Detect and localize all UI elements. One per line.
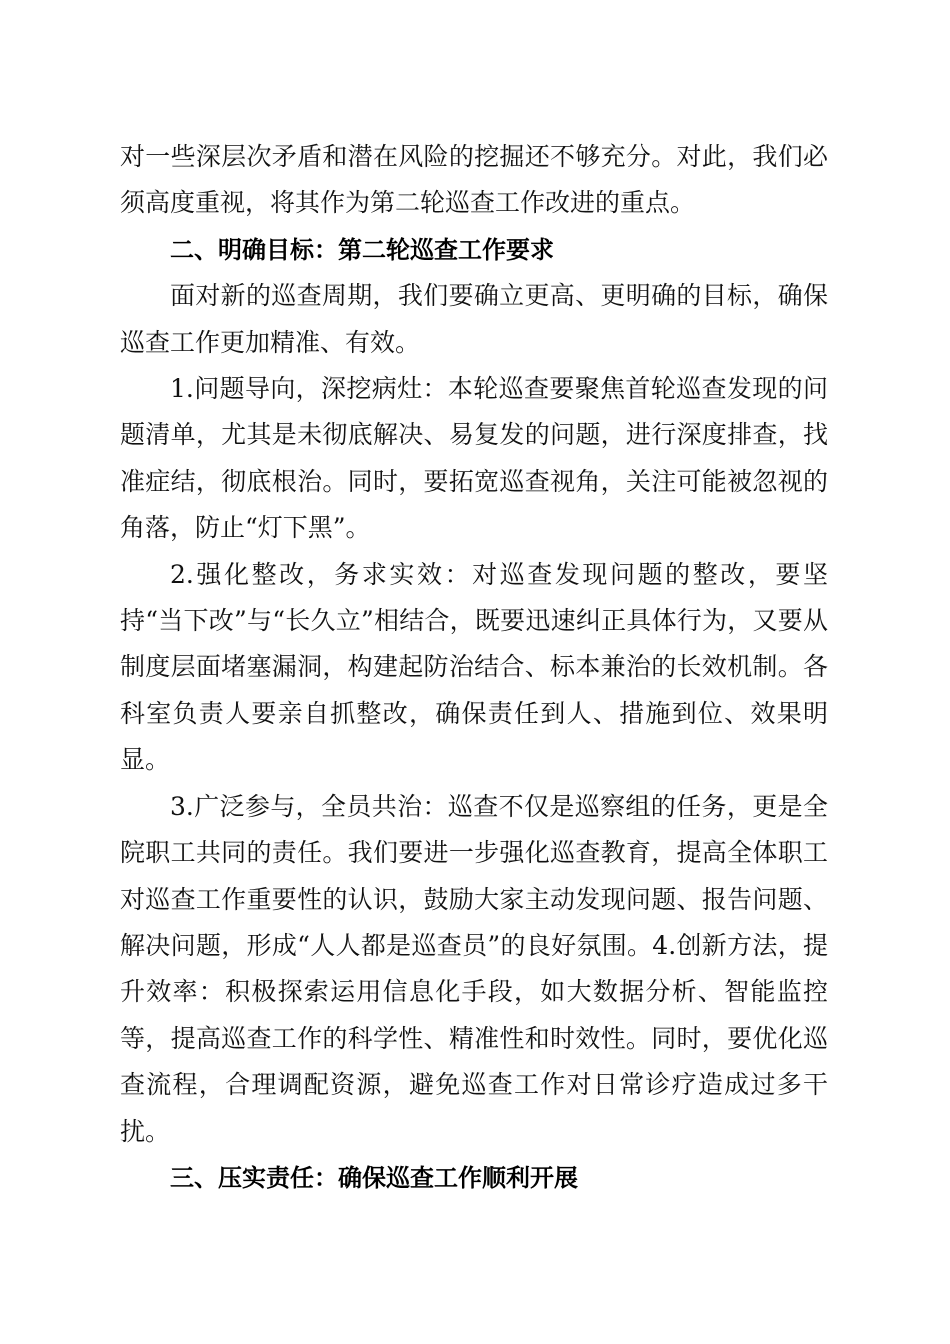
paragraph-continuation: 对一些深层次矛盾和潜在风险的挖掘还不够充分。对此，我们必须高度重视，将其作为第二轮巡查工作改进的重点。 (120, 142, 828, 218)
paragraph-item-2: 2.强化整改，务求实效：对巡查发现问题的整改，要坚持“当下改”与“长久立”相结合，既要迅速纠正具体行为，又要从制度层面堵塞漏洞，构建起防治结合、标本兼治的长效机制。各科室负责人要亲自抓整改，确保责任到人、措施到位、效果明显。 (120, 559, 828, 775)
document-body (120, 134, 828, 1201)
paragraph-intro: 面对新的巡查周期，我们要确立更高、更明确的目标，确保巡查工作更加精准、有效。 (120, 281, 828, 357)
paragraph-item-1: 1.问题导向，深挖病灶：本轮巡查要聚焦首轮巡查发现的问题清单，尤其是未彻底解决、易复发的问题，进行深度排查，找准症结，彻底根治。同时，要拓宽巡查视角，关注可能被忽视的角落，防止“灯下黑”。 (120, 374, 828, 543)
section-heading-3: 三、压实责任：确保巡查工作顺利开展 (170, 1163, 578, 1192)
paragraph-item-3-4: 3.广泛参与，全员共治：巡查不仅是巡察组的任务，更是全院职工共同的责任。我们要进一步强化巡查教育，提高全体职工对巡查工作重要性的认识，鼓励大家主动发现问题、报告问题、解决问题，形成“人人都是巡查员”的良好氛围。4.创新方法，提升效率：积极探索运用信息化手段，如大数据分析、智能监控等，提高巡查工作的科学性、精准性和时效性。同时，要优化巡查流程，合理调配资源，避免巡查工作对日常诊疗造成过多干扰。 (120, 791, 828, 1146)
section-heading-2: 二、明确目标：第二轮巡查工作要求 (170, 235, 554, 264)
